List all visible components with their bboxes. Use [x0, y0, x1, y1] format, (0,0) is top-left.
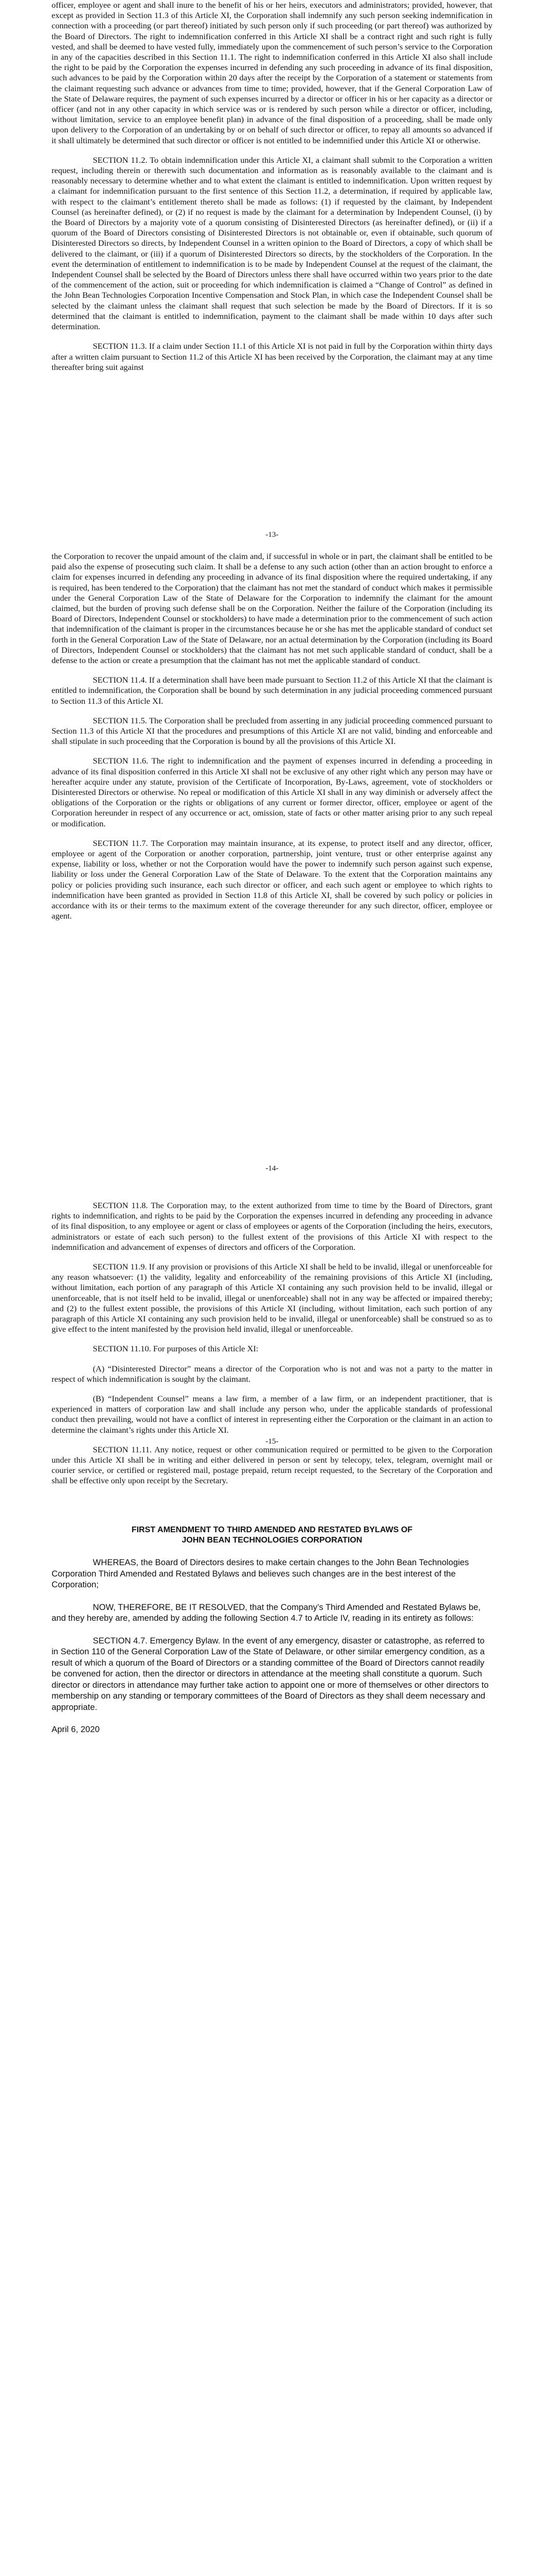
page-15	[52, 1200, 492, 1496]
page-number: -13-	[266, 531, 278, 539]
section-11-2-paragraph: SECTION 11.2. To obtain indemnification under this Article XI, a claimant shall submit to the Corporation a written request, including therein or therewith such documentation and information as is reasonably available to the claimant and is reasonably necessary to determine whether and to what extent the claimant is entitled to indemnification. Upon written request by a claimant for indemnification pursuant to the first sentence of this Section 11.2, a determination, if required by applicable law, with respect to the claimant’s entitlement thereto shall be made as follows: (1) if requested by the claimant, by Independent Counsel (as hereinafter defined), or (2) if no request is made by the claimant for a determination by Independent Counsel, (i) by the Board of Directors by a majority vote of a quorum consisting of Disinterested Directors (as hereinafter defined), or (ii) if a quorum of the Board of Directors consisting of Disinterested Directors is not obtainable or, even if obtainable, such quorum of Disinterested Directors so directs, by Independent Counsel in a written opinion to the Board of Directors, a copy of which shall be delivered to the claimant, or (iii) if a quorum of Disinterested Directors so directs, by the stockholders of the Corporation. In the event the determination of entitlement to indemnification is to be made by Independent Counsel at the request of the claimant, the Independent Counsel shall be selected by the Board of Directors unless there shall have occurred within two years prior to the date of the commencement of the action, suit or proceeding for which indemnification is claimed a “Change of Control” as defined in the John Bean Technologies Corporation Incentive Compensation and Stock Plan, in which case the Independent Counsel shall be selected by the claimant unless the claimant shall request that such selection be made by the Board of Directors. If it is so determined that the claimant is entitled to indemnification, payment to the claimant shall be made within 10 days after such determination.	[52, 155, 492, 332]
amendment-title	[52, 1525, 492, 1546]
section-11-5-paragraph: SECTION 11.5. The Corporation shall be precluded from asserting in any judicial proceeding commenced pursuant to Section 11.3 of this Article XI that the procedures and presumptions of this Article XI are not valid, binding and enforceable and shall stipulate in such proceeding that the Corporation is bound by all the provisions of this Article XI.	[52, 715, 492, 747]
page-14	[52, 551, 492, 1173]
page-number: -15-	[266, 1437, 278, 1446]
amendment-title-line-2: JOHN BEAN TECHNOLOGIES CORPORATION	[182, 1536, 362, 1545]
amendment-title-line-1: FIRST AMENDMENT TO THIRD AMENDED AND RESTATED BYLAWS OF	[131, 1526, 413, 1534]
section-4-7-paragraph: SECTION 4.7. Emergency Bylaw. In the event of any emergency, disaster or catastrophe, as referred to in Section 110 of the General Corporation Law of the State of Delaware, or other similar emergency condition, as a result of which a quorum of the Board of Directors or a standing committee of the Board of Directors cannot readily be convened for action, then the director or directors in attendance at the meeting shall constitute a quorum. Such director or directors in attendance may further take action to appoint one or more of themselves or other directors to membership on any standing or temporary committees of the Board of Directors as they shall deem necessary and appropriate.	[52, 1635, 489, 1712]
definition-b-paragraph: (B) “Independent Counsel” means a law firm, a member of a law firm, or an independent practitioner, that is experienced in matters of corporation law and shall include any person who, under the applicable standards of professional conduct then prevailing, would not have a conflict of interest in representing either the Corporation or the claimant in an action to determine the claimant’s rights under this Article XI.	[52, 1394, 492, 1435]
section-11-7-paragraph: SECTION 11.7. The Corporation may maintain insurance, at its expense, to protect itself and any director, officer, employee or agent of the Corporation or another corporation, partnership, joint venture, trust or other enterprise against any expense, liability or loss, whether or not the Corporation would have the power to indemnify such person against such expense, liability or loss under the General Corporation Law of the State of Delaware. To the extent that the Corporation maintains any policy or policies providing such insurance, each such director or officer, and each such agent or employee to which rights to indemnification have been granted as provided in Section 11.8 of this Article XI, shall be covered by such policy or policies in accordance with its or their terms to the maximum extent of the coverage thereunder for any such director, officer, employee or agent.	[52, 838, 492, 921]
section-11-3-paragraph: SECTION 11.3. If a claim under Section 11.1 of this Article XI is not paid in full by the Corporation within thirty days after a written claim pursuant to Section 11.2 of this Article XI has been received by the Corporation, the claimant may at any time thereafter bring suit against	[52, 341, 492, 372]
resolved-paragraph: NOW, THEREFORE, BE IT RESOLVED, that the Company’s Third Amended and Restated Bylaws be, and they hereby are, amended by adding the following Section 4.7 to Article IV, reading in its entirety as follows:	[52, 1602, 481, 1623]
section-11-6-paragraph: SECTION 11.6. The right to indemnification and the payment of expenses incurred in defending a proceeding in advance of its final disposition conferred in this Article XI shall not be exclusive of any other right which any person may have or hereafter acquire under any statute, provision of the Certificate of Incorporation, By-Laws, agreement, vote of stockholders or Disinterested Directors or otherwise. No repeal or modification of this Article XI shall in any way diminish or adversely affect the obligations of the Corporation or the rights or obligations of any current or former director, officer, employee or agent of the Corporation hereunder in respect of any occurrence or act, omission, state of facts or other matter arising prior to any such repeal or modification.	[52, 756, 492, 828]
amendment-date: April 6, 2020	[52, 1724, 100, 1734]
section-11-10-paragraph: SECTION 11.10. For purposes of this Article XI:	[93, 1344, 258, 1354]
section-11-8-paragraph: SECTION 11.8. The Corporation may, to the extent authorized from time to time by the Board of Directors, grant rights to indemnification, and rights to be paid by the Corporation the expenses incurred in defending any proceeding in advance of its final disposition, to any employee or agent or class of employees or agents of the Corporation (including the heirs, executors, administrators or estate of each such person) to the fullest extent of the provisions of this Article XI with respect to the indemnification and advancement of expenses of directors and officers of the Corporation.	[52, 1200, 492, 1252]
page-13	[52, 0, 492, 539]
section-11-9-paragraph: SECTION 11.9. If any provision or provisions of this Article XI shall be held to be invalid, illegal or unenforceable for any reason whatsoever: (1) the validity, legality and enforceability of the remaining provisions of this Article XI (including, without limitation, each portion of any paragraph of this Article XI containing any such provision held to be invalid, illegal or unenforceable, that is not itself held to be invalid, illegal or unenforceable) shall not in any way be affected or impaired thereby; and (2) to the fullest extent possible, the provisions of this Article XI (including, without limitation, each such portion of any paragraph of this Article XI containing any such provision held to be invalid, illegal or unenforceable) shall be construed so as to give effect to the intent manifested by the provision held invalid, illegal or unenforceable.	[52, 1262, 492, 1334]
body-paragraph: the Corporation to recover the unpaid amount of the claim and, if successful in whole or in part, the claimant shall be entitled to be paid also the expense of prosecuting such claim. It shall be a defense to any such action (other than an action brought to enforce a claim for expenses incurred in defending any proceeding in advance of its final disposition where the required undertaking, if any is required, has been tendered to the Corporation) that the claimant has not met the standard of conduct which makes it permissible under the General Corporation Law of the State of Delaware for the Corporation to indemnify the claimant for the amount claimed, but the burden of proving such defense shall be on the Corporation. Neither the failure of the Corporation (including its Board of Directors, Independent Counsel or stockholders) to have made a determination prior to the commencement of such action that indemnification of the claimant is proper in the circumstances because he or she has met the applicable standard of conduct set forth in the General Corporation Law of the State of Delaware, nor an actual determination by the Corporation (including its Board of Directors, Independent Counsel or stockholders) that the claimant has not met such applicable standard of conduct, shall be a defense to the action or create a presumption that the claimant has not met the applicable standard of conduct.	[52, 551, 492, 666]
definition-a-paragraph: (A) “Disinterested Director” means a director of the Corporation who is not and was not a party to the matter in respect of which indemnification is sought by the claimant.	[52, 1363, 492, 1384]
page-number: -14-	[266, 1164, 278, 1173]
body-paragraph: officer, employee or agent and shall inure to the benefit of his or her heirs, executors and administrators; provided, however, that except as provided in Section 11.3 of this Article XI, the Corporation shall indemnify any such person seeking indemnification in connection with a proceeding (or part thereof) initiated by such person only if such proceeding (or part thereof) was authorized by the Board of Directors. The right to indemnification conferred in this Article XI shall be a contract right and such right is fully vested, and shall be deemed to have vested fully, immediately upon the commencement of such person’s service to the Corporation in any of the capacities described in this Section 11.1. The right to indemnification conferred in this Article XI also shall include the right to be paid by the Corporation the expenses incurred in defending any such proceeding in advance of its final disposition, such advances to be paid by the Corporation within 20 days after the receipt by the Corporation of a statement or statements from the claimant requesting such advance or advances from time to time; provided, however, that if the General Corporation Law of the State of Delaware requires, the payment of such expenses incurred by a director or officer in his or her capacity as a director or officer (and not in any other capacity in which service was or is rendered by such person while a director or officer, including, without limitation, service to an employee benefit plan) in advance of the final disposition of a proceeding, shall be made only upon delivery to the Corporation of an undertaking by or on behalf of such director or officer, to repay all amounts so advanced if it shall ultimately be determined that such director or officer is not entitled to be indemnified under this Article XI or otherwise.	[52, 0, 492, 145]
amendment-page	[52, 1525, 492, 1747]
section-11-4-paragraph: SECTION 11.4. If a determination shall have been made pursuant to Section 11.2 of this Article XI that the claimant is entitled to indemnification, the Corporation shall be bound by such determination in any judicial proceeding commenced pursuant to Section 11.3 of this Article XI.	[52, 675, 492, 706]
whereas-paragraph: WHEREAS, the Board of Directors desires to make certain changes to the John Bean Technologies Corporation Third Amended and Restated Bylaws and believes such changes are in the best interest of the Corporation;	[52, 1557, 469, 1589]
section-11-11-paragraph: SECTION 11.11. Any notice, request or other communication required or permitted to be given to the Corporation under this Article XI shall be in writing and either delivered in person or sent by telecopy, telex, telegram, overnight mail or courier service, or certified or registered mail, postage prepaid, return receipt requested, to the Secretary of the Corporation and shall be effective only upon receipt by the Secretary.	[52, 1444, 492, 1486]
